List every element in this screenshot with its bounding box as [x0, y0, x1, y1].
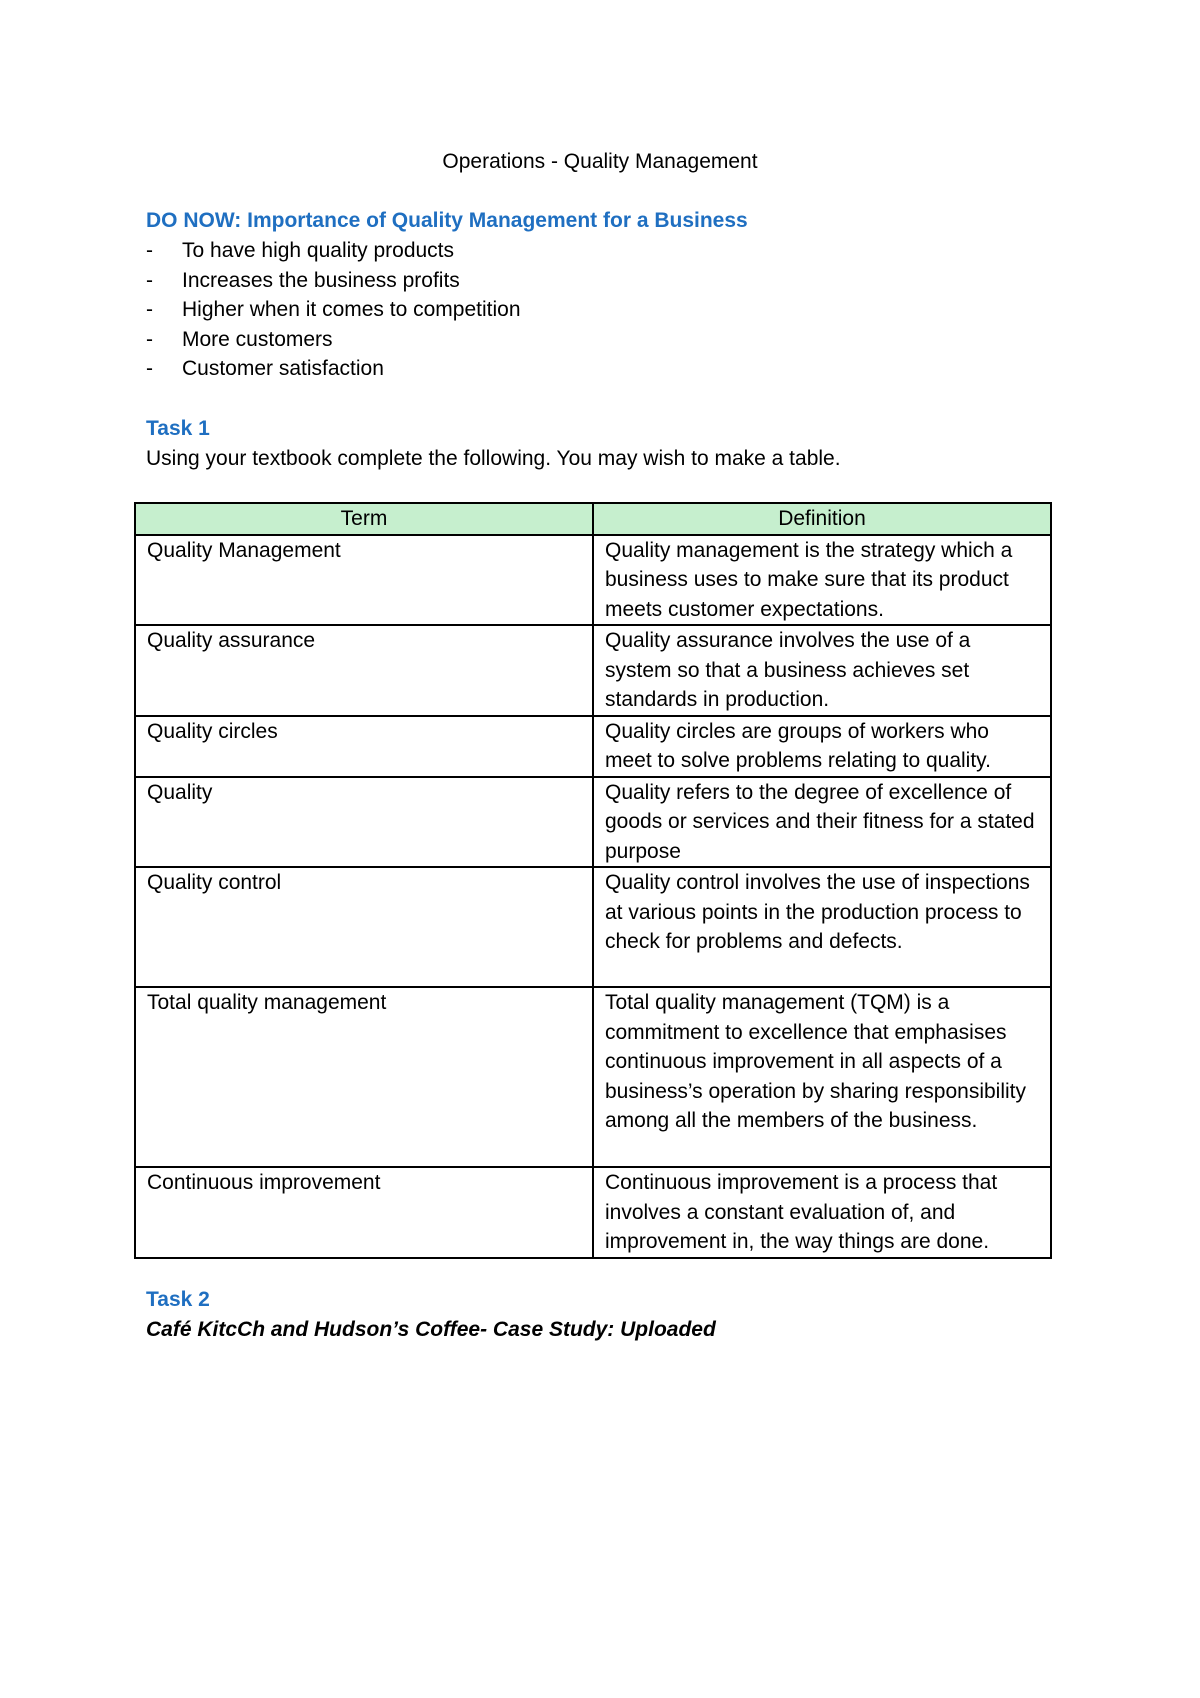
- table-header-row: [135, 503, 1051, 535]
- table-row: [135, 716, 1051, 777]
- list-item: [146, 354, 1066, 384]
- task2-heading: Task 2: [146, 1288, 210, 1311]
- list-item-text: To have high quality products: [182, 239, 455, 262]
- table-row: [135, 1167, 1051, 1258]
- definition-cell: Total quality management (TQM) is a commitment to excellence that emphasises continuous improvement in all aspects of a business’s operation by sharing responsibility among all the members of the business.: [593, 987, 1051, 1167]
- dash-marker: -: [146, 357, 153, 381]
- list-item: [146, 236, 1066, 266]
- page-title: Operations - Quality Management: [442, 150, 758, 173]
- do-now-heading: DO NOW: Importance of Quality Management for a Business: [146, 209, 748, 232]
- list-item-text: Increases the business profits: [182, 268, 460, 292]
- definition-cell: Quality control involves the use of inspections at various points in the production process to check for problems and defects.: [593, 867, 1051, 987]
- task1-instruction: Using your textbook complete the following. You may wish to make a table.: [146, 447, 841, 470]
- term-cell: Quality assurance: [135, 625, 593, 716]
- definition-cell: Continuous improvement is a process that involves a constant evaluation of, and improvement in, the way things are done.: [593, 1167, 1051, 1258]
- dash-marker: -: [146, 268, 153, 292]
- list-item-text: Customer satisfaction: [182, 357, 384, 381]
- dash-marker: -: [146, 239, 153, 262]
- definition-cell: Quality refers to the degree of excellence of goods or services and their fitness for a stated purpose: [593, 777, 1051, 868]
- definition-cell: Quality circles are groups of workers who meet to solve problems relating to quality.: [593, 716, 1051, 777]
- table-row: [135, 625, 1051, 716]
- terms-table: [134, 502, 1052, 1259]
- table-row: [135, 867, 1051, 987]
- dash-marker: -: [146, 327, 153, 351]
- term-cell: Quality: [135, 777, 593, 868]
- column-header-term: Term: [135, 503, 593, 535]
- term-cell: Quality circles: [135, 716, 593, 777]
- definition-cell: Quality management is the strategy which a business uses to make sure that its product meets customer expectations.: [593, 535, 1051, 626]
- column-header-definition: Definition: [593, 503, 1051, 535]
- list-item: [146, 295, 1066, 325]
- list-item-text: Higher when it comes to competition: [182, 298, 521, 322]
- list-item-text: More customers: [182, 327, 333, 351]
- task2-section: [146, 1285, 1066, 1345]
- task1-heading: Task 1: [146, 417, 210, 440]
- list-item: [146, 266, 1066, 296]
- term-cell: Quality control: [135, 867, 593, 987]
- do-now-list: [146, 236, 1066, 384]
- term-cell: Quality Management: [135, 535, 593, 626]
- table-row: [135, 535, 1051, 626]
- dash-marker: -: [146, 298, 153, 322]
- task2-text: Café KitcCh and Hudson’s Coffee- Case Study: Uploaded: [146, 1318, 716, 1341]
- do-now-section: [146, 206, 1066, 384]
- task1-section: [146, 414, 1066, 474]
- term-cell: Continuous improvement: [135, 1167, 593, 1258]
- list-item: [146, 325, 1066, 355]
- table-row: [135, 987, 1051, 1167]
- definition-cell: Quality assurance involves the use of a system so that a business achieves set standards in production.: [593, 625, 1051, 716]
- table-row: [135, 777, 1051, 868]
- term-cell: Total quality management: [135, 987, 593, 1167]
